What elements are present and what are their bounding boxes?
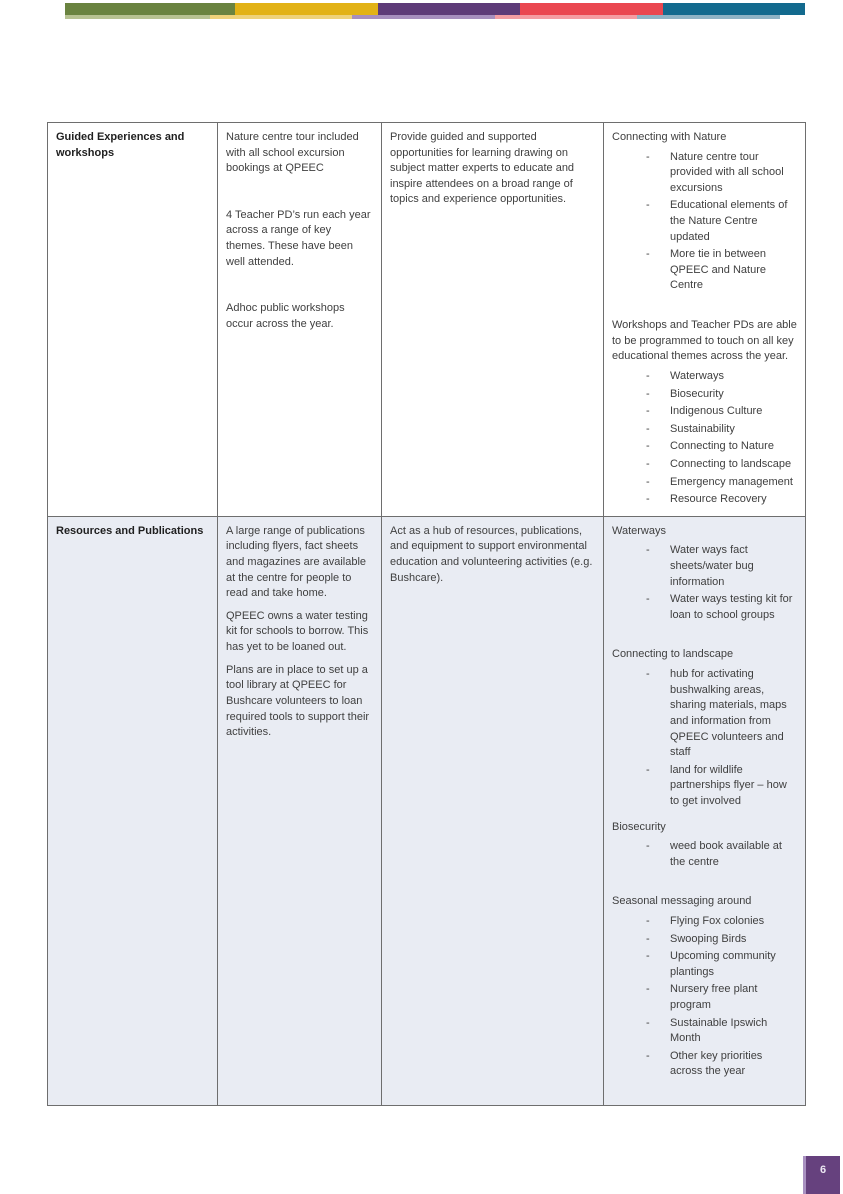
theme-block [612,647,797,809]
bullet-list [612,839,797,870]
color-bar-light-purple [352,15,495,19]
color-bar-segment-gold [235,3,378,15]
theme-heading: Workshops and Teacher PDs are able to be programmed to touch on all key educational themes across the year. [612,319,797,363]
decorative-color-bar [65,3,805,15]
color-bar-light-red [495,15,637,19]
dash-bullet: - [646,422,650,435]
row-title-cell [48,516,218,1105]
theme-heading: Connecting with Nature [612,131,727,143]
list-item: - Upcoming community plantings [612,949,797,980]
theme-block [612,130,797,294]
paragraph: QPEEC owns a water testing kit for schools to borrow. This has yet to be loaned out. [226,609,369,654]
dash-bullet: - [646,150,650,163]
table-row-guided-experiences [48,123,806,517]
dash-bullet: - [646,457,650,470]
current-state-cell [218,123,382,517]
dash-bullet: - [646,1049,650,1062]
purpose-cell [382,123,604,517]
dash-bullet: - [646,475,650,488]
list-item: - Sustainable Ipswich Month [612,1016,797,1047]
bullet-list [612,667,797,809]
list-item: - Waterways [612,369,797,385]
dash-bullet: - [646,932,650,945]
dash-bullet: - [646,668,650,681]
bullet-list [612,543,797,623]
theme-heading: Connecting to landscape [612,648,734,661]
list-item: - Connecting to landscape [612,457,797,473]
dash-bullet: - [646,1016,650,1029]
dash-bullet: - [646,914,650,927]
list-item: - Other key priorities across the year [612,1049,797,1080]
list-item: - land for wildlife partnerships flyer – how to get involved [612,763,797,810]
bullet-list [612,369,797,508]
list-item: - Flying Fox colonies [612,914,797,930]
list-item: - Indigenous Culture [612,404,797,420]
theme-block [612,318,797,508]
purpose-cell [382,516,604,1105]
paragraph: Act as a hub of resources, publications, and equipment to support environmental education and volunteering activities (e.g. Bushcare). [390,524,593,584]
dash-bullet: - [646,405,650,418]
list-item: - Educational elements of the Nature Centre updated [612,198,797,245]
dash-bullet: - [646,369,650,382]
theme-block [612,820,797,871]
list-item: - Emergency management [612,475,797,491]
color-bar-segment-purple [378,3,520,15]
paragraph: Nature centre tour included with all school excursion bookings at QPEEC [226,131,359,175]
bullet-list [612,914,797,1080]
dash-bullet: - [646,248,650,261]
color-bar-light-teal [637,15,780,19]
color-bar-light-gold [210,15,352,19]
list-item: - Nursery free plant program [612,982,797,1013]
list-item: - More tie in between QPEEC and Nature Centre [612,247,797,294]
dash-bullet: - [646,493,650,506]
theme-heading: Biosecurity [612,820,666,833]
color-bar-light-green [65,15,210,19]
list-item: - Water ways fact sheets/water bug information [612,543,797,590]
theme-block [612,894,797,1080]
paragraph: Adhoc public workshops occur across the year. [226,302,345,330]
dash-bullet: - [646,983,650,996]
paragraph: Provide guided and supported opportunities for learning drawing on subject matter experts to educate and inspire attendees on a broad range of topics and experience opportunities. [390,131,575,206]
current-state-cell [218,516,382,1105]
future-cell [604,516,806,1105]
bullet-list [612,150,797,294]
dash-bullet: - [646,840,650,853]
page-number-badge [803,1156,840,1194]
dash-bullet: - [646,763,650,776]
color-bar-segment-teal [663,3,805,15]
color-bar-segment-red [520,3,663,15]
row-title: Guided Experiences and workshops [56,131,185,159]
theme-block [612,524,797,624]
future-cell [604,123,806,517]
list-item: - Biosecurity [612,387,797,403]
theme-heading: Waterways [612,524,666,537]
color-bar-segment-green [65,3,235,15]
list-item: - weed book available at the centre [612,839,797,870]
list-item: - Swooping Birds [612,932,797,948]
decorative-color-bar-light [65,15,780,19]
report-table [47,122,806,1106]
paragraph: 4 Teacher PD’s run each year across a range of key themes. These have been well attended. [226,208,371,268]
theme-heading: Seasonal messaging around [612,895,752,908]
list-item: - hub for activating bushwalking areas, sharing materials, maps and information from QPEEC volunteers and staff [612,667,797,761]
dash-bullet: - [646,199,650,212]
dash-bullet: - [646,593,650,606]
list-item: - Sustainability [612,422,797,438]
row-title: Resources and Publications [56,524,204,537]
paragraph: Plans are in place to set up a tool library at QPEEC for Bushcare volunteers to loan required tools to support their activities. [226,663,370,739]
dash-bullet: - [646,544,650,557]
page-number: 6 [819,1164,827,1176]
table-row-resources-publications [48,516,806,1105]
list-item: - Connecting to Nature [612,439,797,455]
row-title-cell [48,123,218,517]
dash-bullet: - [646,387,650,400]
list-item: - Resource Recovery [612,492,797,508]
list-item: - Nature centre tour provided with all school excursions [612,150,797,197]
dash-bullet: - [646,950,650,963]
list-item: - Water ways testing kit for loan to school groups [612,592,797,623]
dash-bullet: - [646,440,650,453]
paragraph: A large range of publications including flyers, fact sheets and magazines are available at the centre for people to read and take home. [226,524,367,600]
